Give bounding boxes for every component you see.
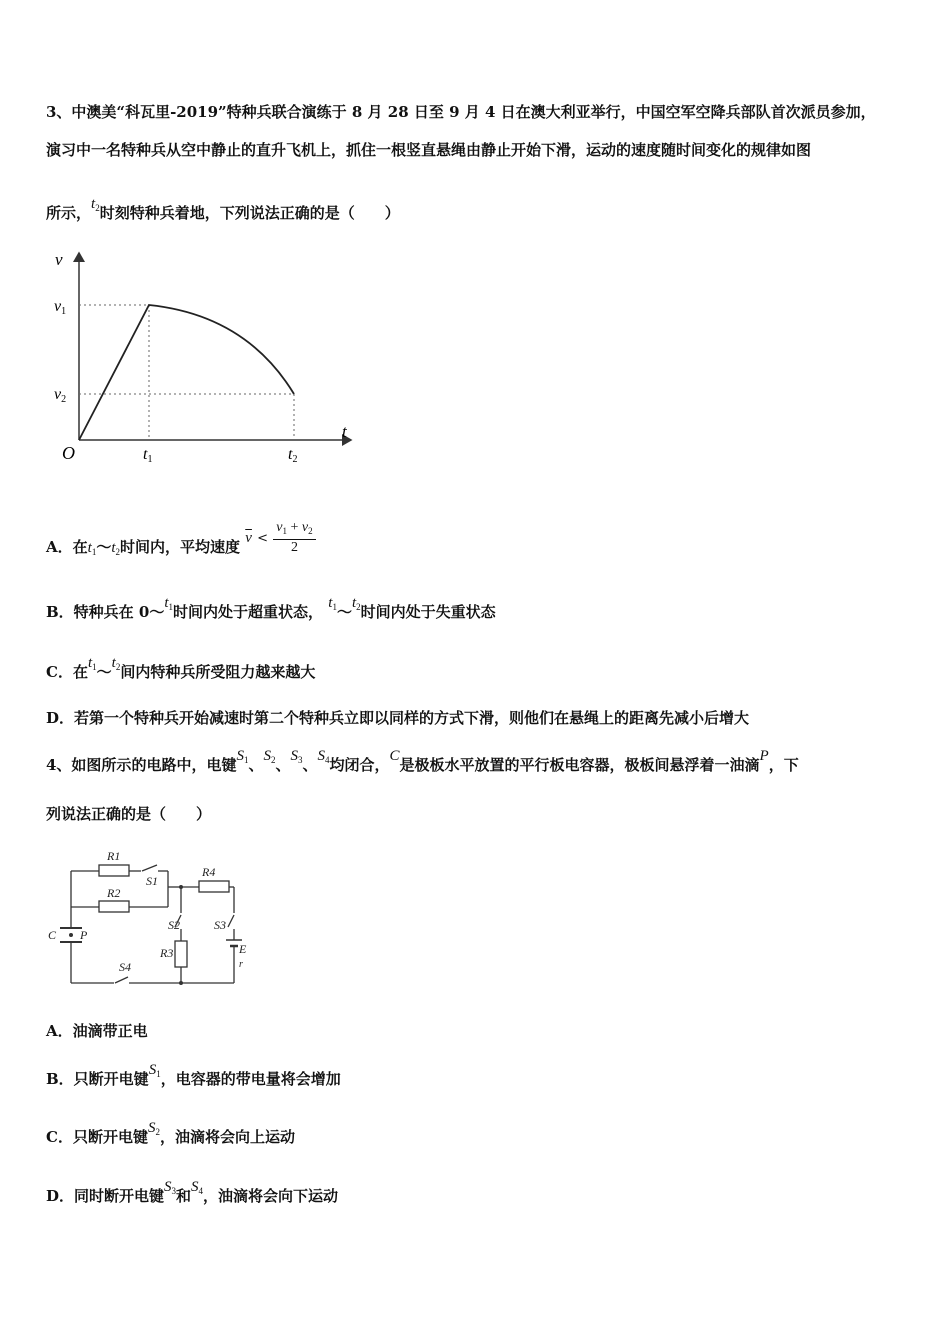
q4-line1: 4、如图所示的电路中，电键$S_1$、$S_2$、$S_3$、$S_4$均闭合，C是极板水平放置的平行板电容器，极板间悬浮着一油滴P，下	[46, 748, 799, 774]
q3-option-a[interactable]: A．在$t_1\sim t_2$时间内，平均速度 $\overline{v}$ < $\frac{v_1 + v_2}{2}$	[46, 530, 316, 566]
v-bar-symbol: $\overline{v}$	[245, 530, 252, 546]
switch-s1	[142, 865, 157, 871]
svg-text:P: P	[80, 928, 88, 942]
q3-line2: 演习中一名特种兵从空中静止的直升飞机上，抓住一根竖直悬绳由静止开始下滑，运动的速度随时间变化的规律如图	[46, 141, 812, 159]
resistor-r4	[199, 881, 229, 892]
svg-text:C: C	[48, 928, 57, 942]
fraction-v1-v2-over-2: $\frac{v_1 + v_2}{2}$	[273, 520, 315, 556]
svg-text:S3: S3	[214, 918, 226, 932]
oil-drop-p	[69, 933, 73, 937]
q4-option-a[interactable]: A．油滴带正电	[46, 1022, 148, 1040]
svg-text:t2: t2	[288, 446, 298, 465]
switch-s4	[115, 977, 128, 983]
t1-label: t	[143, 446, 148, 463]
q3-option-c[interactable]: C．在$t_1\sim t_2$间内特种兵所受阻力越来越大	[46, 655, 316, 681]
v2-label: v	[54, 386, 62, 403]
q3-option-b[interactable]: B．特种兵在 $0\sim t_1$时间内处于超重状态， $t_1\sim t_2$时间内处于失重状态	[46, 595, 496, 621]
svg-text:v1: v1	[54, 298, 67, 317]
q4-option-d[interactable]: D．同时断开电键$S_3$和$S_4$，油滴将会向下运动	[46, 1179, 339, 1205]
svg-text:R3: R3	[160, 946, 174, 960]
svg-text:r: r	[239, 959, 243, 970]
svg-text:E: E	[239, 942, 247, 956]
svg-text:S2: S2	[168, 918, 180, 932]
svg-text:t1: t1	[143, 446, 153, 465]
q3-line1: 3、中澳美“科瓦里-2019”特种兵联合演练于 8 月 28 日至 9 月 4 日在澳大利亚举行，中国空军空降兵部队首次派员参加，	[46, 103, 876, 121]
svg-text:R4: R4	[202, 865, 216, 879]
velocity-curve	[79, 305, 294, 440]
resistor-r2	[99, 901, 129, 912]
v1-label: v	[54, 298, 62, 315]
circuit-diagram	[44, 845, 254, 990]
t2-symbol: $t_2$	[91, 196, 100, 213]
v-axis-label: v	[55, 250, 63, 269]
svg-text:v2: v2	[54, 386, 67, 405]
q4-option-c[interactable]: C．只断开电键$S_2$，油滴将会向上运动	[46, 1120, 295, 1146]
svg-text:R1: R1	[107, 849, 121, 863]
origin-label: O	[62, 443, 75, 463]
svg-text:S4: S4	[119, 960, 131, 974]
vt-graph	[46, 245, 366, 470]
resistor-r1	[99, 865, 129, 876]
q3-option-d[interactable]: D．若第一个特种兵开始减速时第二个特种兵立即以同样的方式下滑，则他们在悬绳上的距离先减小后增大	[46, 709, 750, 727]
q3-line3: 所示，$t_2$时刻特种兵着地，下列说法正确的是（ ）	[46, 196, 400, 222]
q4-option-b[interactable]: B．只断开电键$S_1$，电容器的带电量将会增加	[46, 1062, 341, 1088]
q4-line2: 列说法正确的是（ ）	[46, 805, 212, 823]
svg-text:S1: S1	[146, 874, 158, 888]
svg-text:R2: R2	[107, 886, 121, 900]
t2-label: t	[288, 446, 293, 463]
t-axis-label: t	[342, 422, 347, 441]
switch-s3	[228, 915, 234, 927]
resistor-r3	[175, 941, 187, 967]
